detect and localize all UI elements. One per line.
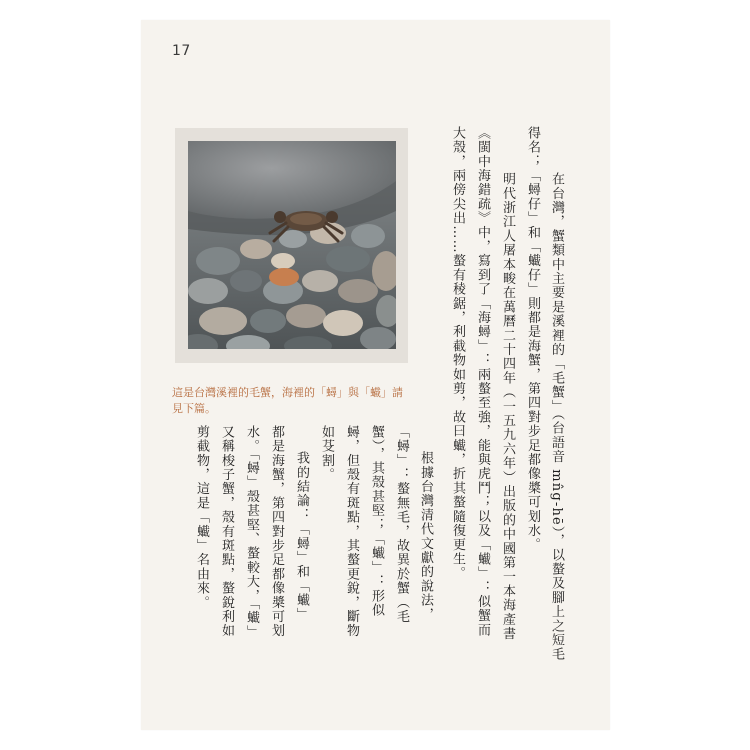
text-column: 「蟳」：螯無毛，故異於蟹（毛 [394,425,409,624]
text-column: 在台灣，蟹類中主要是溪裡的「毛蟹」（台語音 mn̂g-hē），以螯及腳上之短毛 [549,158,564,662]
text-column: 水。「蟳」殼甚堅、螯較大，「蠘」 [244,425,259,640]
text-column: 如芟割。 [319,425,334,482]
text-column: 蟹），其殼甚堅；「蠘」：形似 [369,425,384,618]
photo-frame [175,128,408,363]
page-number: 17 [172,43,191,59]
text-column: 剪截物，這是「蠘」名由來。 [194,425,209,610]
text-column: 都是海蟹，第四對步足都像槳可划 [269,425,284,638]
text-column: 根據台灣清代文獻的說法， [418,437,433,622]
text-column: 大殼，兩傍尖出……螯有稜鋸，利截物如剪，故曰蠘，折其螯隨復更生。 [450,126,465,581]
text-column: 《閩中海錯疏》中，寫到了「海蟳」：兩螯至強，能與虎鬥；以及「蠘」：似蟹而 [475,126,490,638]
photo-caption: 這是台灣溪裡的毛蟹，海裡的「蟳」與「蠘」請見下篇。 [172,386,403,415]
text-column: 明代浙江人屠本畯在萬曆二十四年（一五九六年）出版的中國第一本海產書 [500,158,515,641]
crab-photo [188,141,396,349]
text-column: 又稱梭子蟹，殼有斑點，螯銳利如 [219,425,234,638]
text-column: 蟳，但殼有斑點，其螯更銳，斷物 [344,425,359,638]
text-column: 我的結論：「蟳」和「蠘」 [294,437,309,622]
text-column: 得名；「蟳仔」和「蠘仔」則都是海蟹，第四對步足都像槳可划水。 [525,126,540,552]
